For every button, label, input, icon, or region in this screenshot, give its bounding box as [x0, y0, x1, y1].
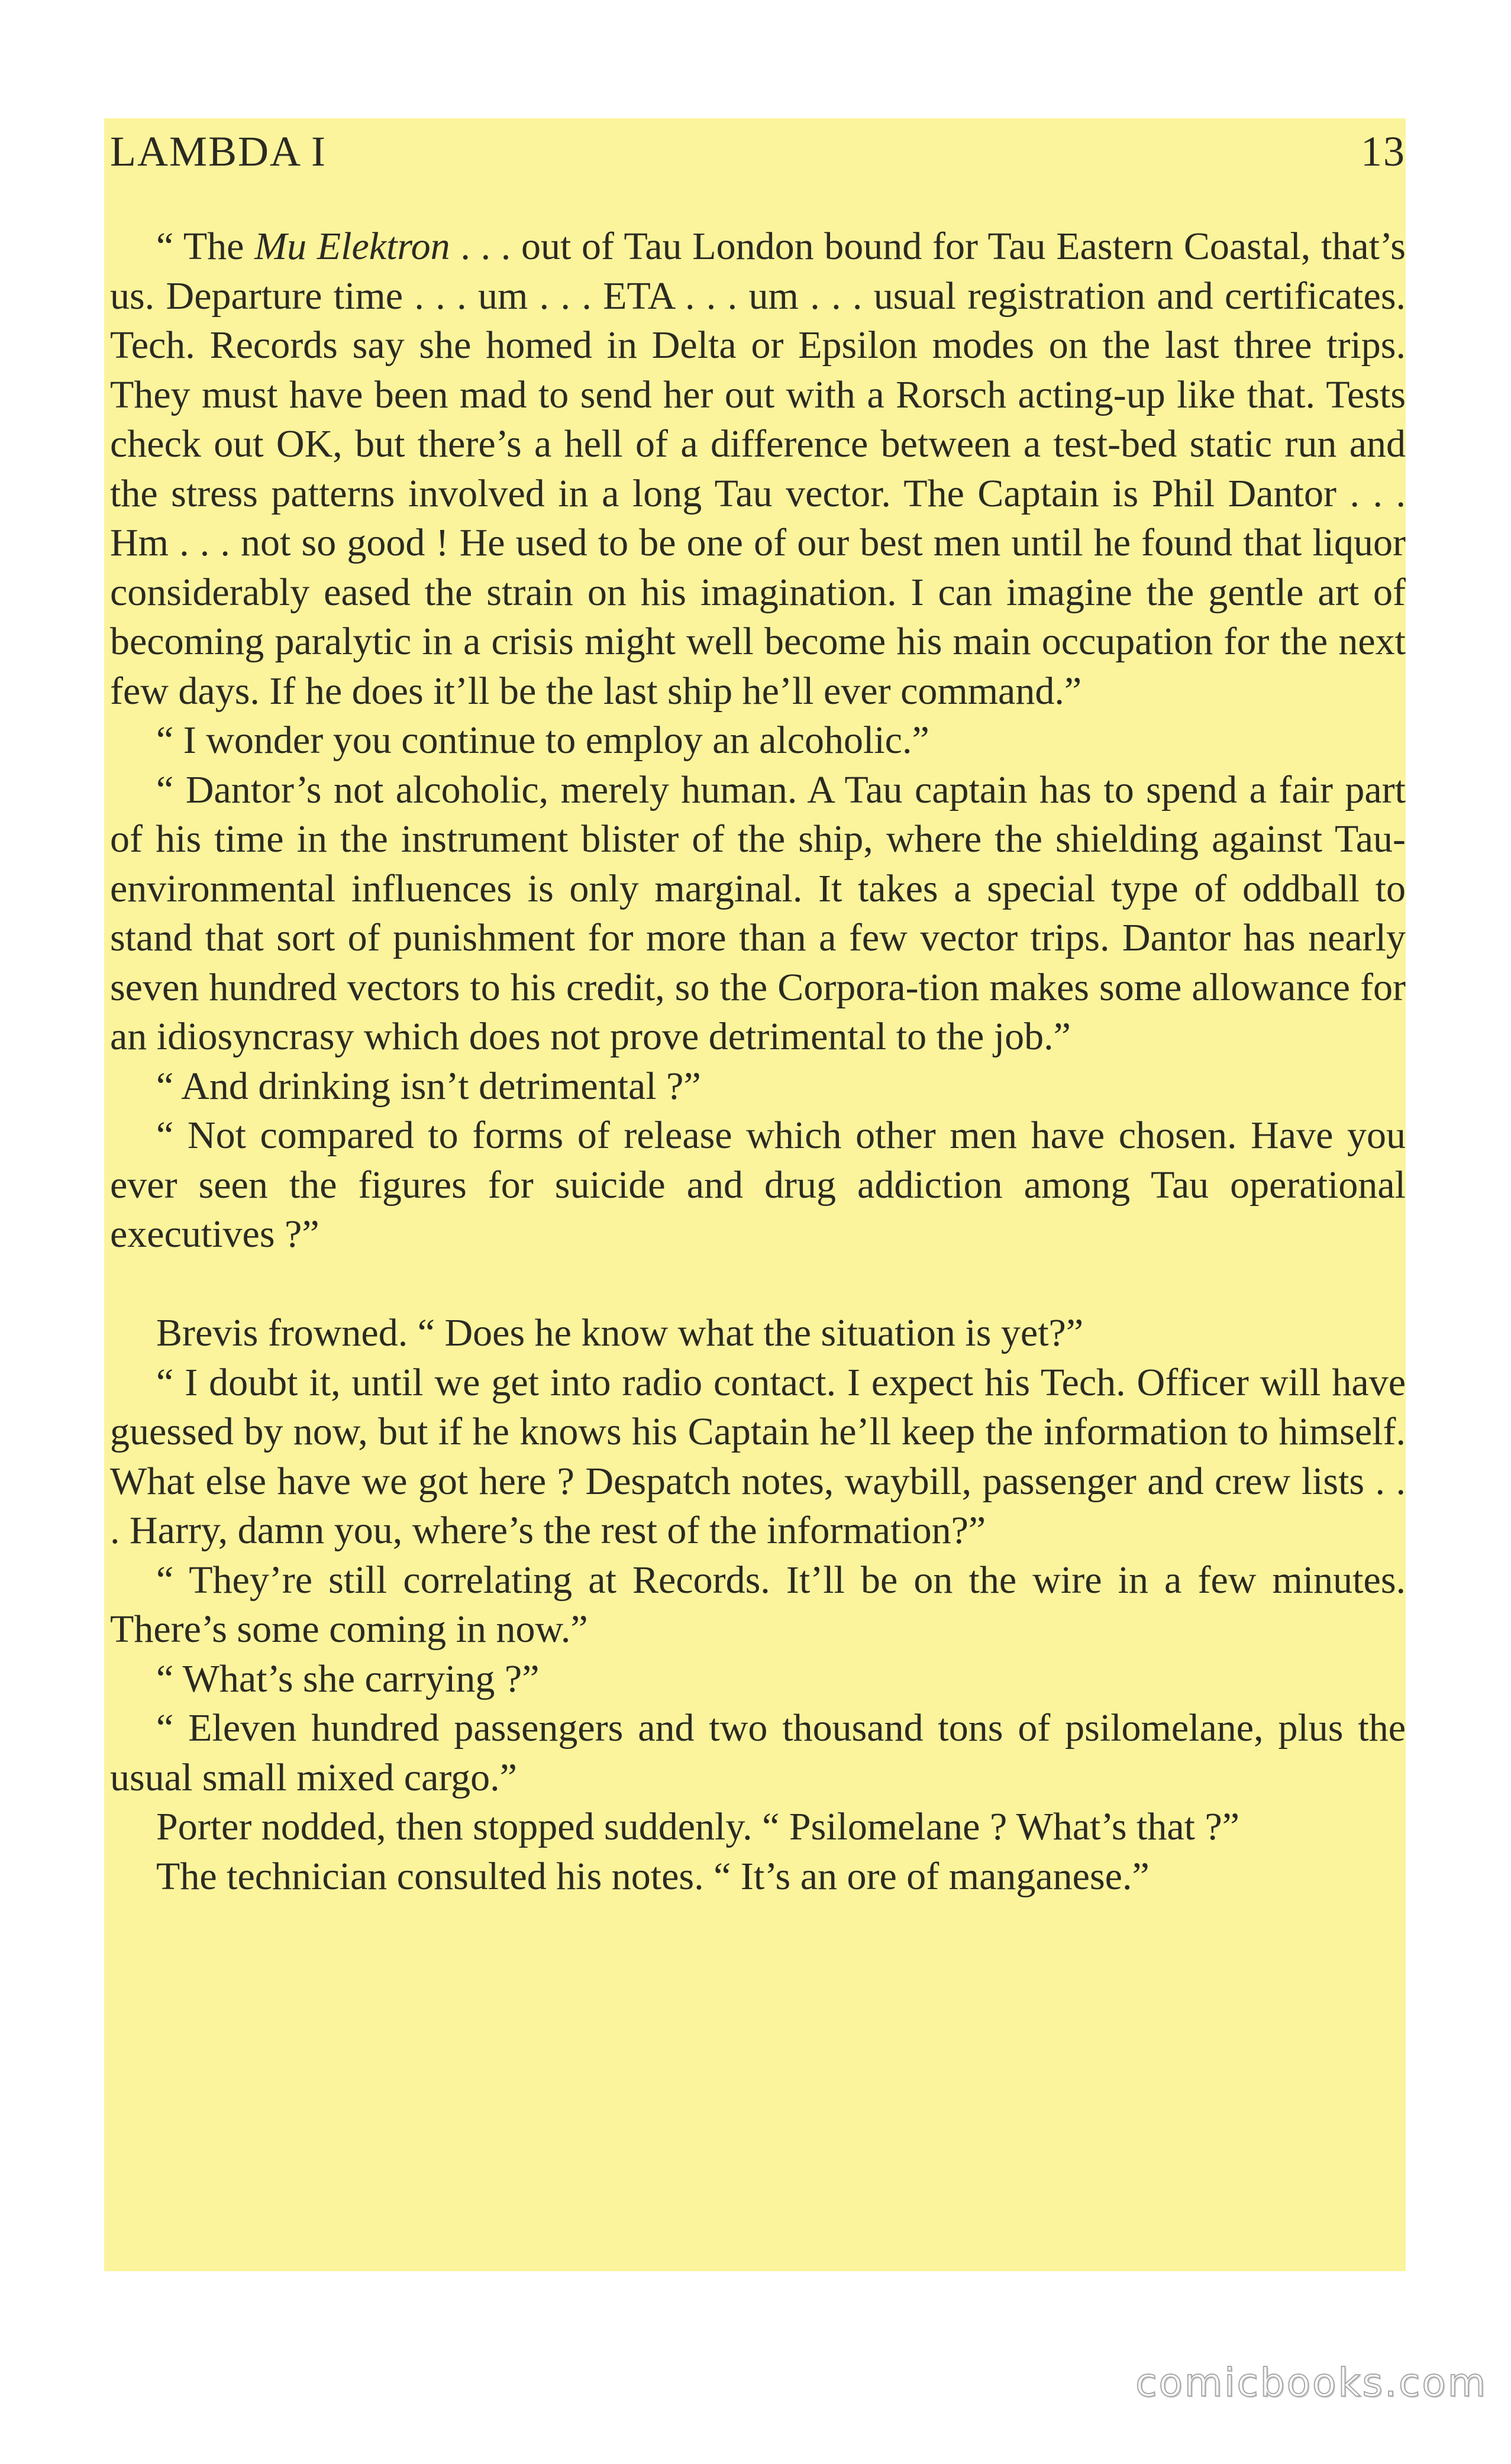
paragraph-text: “ The: [156, 225, 255, 268]
paragraph: “ Dantor’s not alcoholic, merely human. A Tau captain has to spend a fair part of his time in the instrument blister of the ship, where the shielding against Tau-environmental influences is only marginal. It takes a special type of oddball to stand that sort of punishment for more than a few vector trips. Dantor has nearly seven hundred vectors to his credit, so the Corpora-tion makes some allowance for an idiosyncrasy which does not prove detrimental to the job.”: [110, 768, 1406, 1058]
ship-name: Mu Elektron: [254, 225, 450, 268]
source-watermark: comicbooks.com: [1135, 2360, 1487, 2405]
paragraph: “ They’re still correlating at Records. It’ll be on the wire in a few minutes. There’s some coming in now.”: [110, 1558, 1406, 1651]
paragraph: Porter nodded, then stopped suddenly. “ Psilomelane ? What’s that ?”: [156, 1805, 1240, 1848]
paragraph: The technician consulted his notes. “ It’s an ore of manganese.”: [156, 1854, 1150, 1898]
paragraph: “ I wonder you continue to employ an alcoholic.”: [156, 719, 929, 762]
paragraph: [110, 222, 1406, 716]
paragraph: “ Eleven hundred passengers and two thousand tons of psilomelane, plus the usual small mixed cargo.”: [110, 1706, 1406, 1799]
paragraph: Brevis frowned. “ Does he know what the situation is yet?”: [156, 1311, 1084, 1354]
paragraph-text: . . . out of Tau London bound for Tau Eastern Coastal, that’s us. Departure time . . . um . . . ETA . . . um . . . usual registration and certificates. Tech. Records say she homed in Delta or Epsilon modes on the last three trips. They must have been mad to send her out with a Rorsch acting-up like that. Tests check out OK, but there’s a hell of a difference between a test-bed static run and the stress patterns involved in a long Tau vector. The Captain is Phil Dantor . . . Hm . . . not so good ! He used to be one of our best men until he found that liquor considerably eased the strain on his imagination. I can imagine the gentle art of becoming paralytic in a crisis might well become his main occupation for the next few days. If he does it’ll be the last ship he’ll ever command.”: [110, 225, 1406, 713]
running-header: [110, 127, 1406, 186]
page-number: 13: [1361, 128, 1406, 175]
book-page: [104, 118, 1406, 2271]
paragraph: “ Not compared to forms of release which other men have chosen. Have you ever seen the figures for suicide and drug addiction among Tau operational executives ?”: [110, 1114, 1406, 1256]
page-body: [110, 222, 1406, 1901]
paragraph: “ I doubt it, until we get into radio contact. I expect his Tech. Officer will have guessed by now, but if he knows his Captain he’ll keep the information to himself. What else have we got here ? Despatch notes, waybill, passenger and crew lists . . . Harry, damn you, where’s the rest of the information?”: [110, 1360, 1406, 1552]
paragraph: “ And drinking isn’t detrimental ?”: [156, 1064, 701, 1108]
chapter-title: LAMBDA I: [110, 128, 327, 175]
paragraph: “ What’s she carrying ?”: [156, 1657, 540, 1700]
